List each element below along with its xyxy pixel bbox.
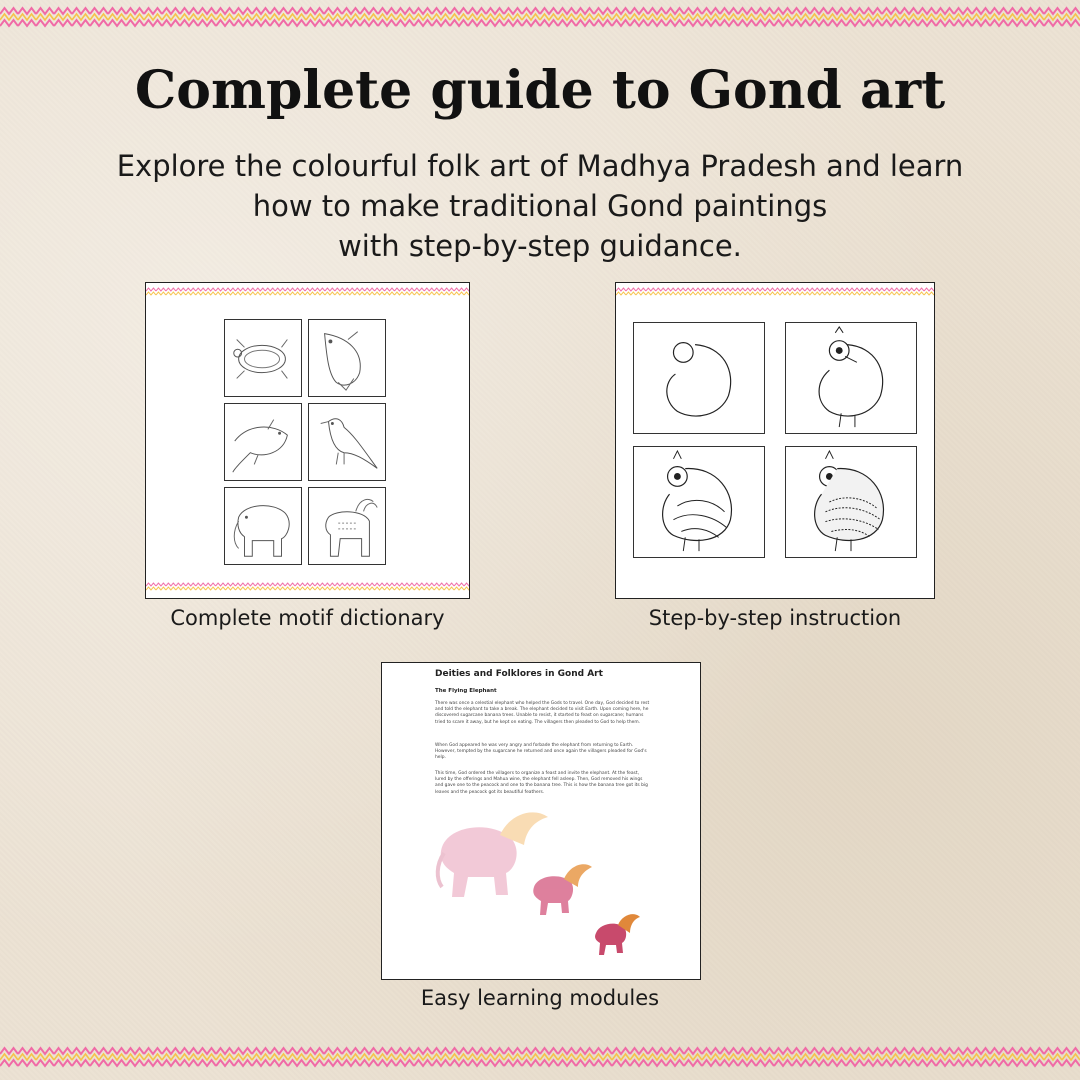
goat-motif: [308, 487, 386, 565]
decorative-border-top: [0, 4, 1080, 34]
step-by-step-caption: Step-by-step instruction: [648, 606, 902, 630]
elephant-motif: [224, 487, 302, 565]
peacock-step-1: [633, 322, 765, 434]
page-subtitle: [40, 146, 1040, 266]
module-paragraph-3: This time, God ordered the villagers to organize a feast and invite the elephant. At the feast, lured by the offerings and Mahua wine, the elephant fell asleep. Then, God removed his wings and gave one to the peacock and one to the banana tree. This is how the banana tree got its big leaves and the peacock got its beautiful feathers.: [435, 771, 648, 795]
card-border-top: [146, 286, 469, 300]
turtle-motif: [224, 319, 302, 397]
subtitle-line-2: how to make traditional Gond paintings: [252, 189, 828, 223]
fish-motif: [308, 319, 386, 397]
dolphin-motif: [224, 403, 302, 481]
step-by-step-card: [615, 282, 935, 599]
module-paragraph-1: There was once a celestial elephant who helped the Gods to travel. One day, God decided to rest and told the elephant to take a break. The elephant decided to visit Earth. Upon coming here, he discovered sugarcane banana trees. Unable to resist, it started to feast on sugarcane; humans tried to scare it away, but he kept on eating. The villagers then pleaded to God to help them.: [435, 701, 650, 725]
page-title: Complete guide to Gond art: [134, 60, 946, 121]
module-doc-subtitle: The Flying Elephant: [435, 688, 497, 694]
card-border-top: [616, 286, 934, 300]
card-border-bottom: [146, 581, 469, 595]
decorative-border-bottom: [0, 1044, 1080, 1074]
subtitle-line-1: Explore the colourful folk art of Madhya Pradesh and learn: [116, 149, 964, 183]
motif-dictionary-card: [145, 282, 470, 599]
module-doc-title: Deities and Folklores in Gond Art: [435, 669, 603, 679]
module-paragraph-2: When God appeared he was very angry and forbade the elephant from returning to Earth. However, tempted by the sugarcane he returned and once again the villagers pleaded for God's help.: [435, 743, 647, 761]
flying-elephants-illustration: [430, 807, 650, 975]
peacock-step-3: [633, 446, 765, 558]
subtitle-line-3: with step-by-step guidance.: [338, 229, 742, 263]
learning-module-card: [381, 662, 701, 980]
peacock-step-4: [785, 446, 917, 558]
peacock-step-2: [785, 322, 917, 434]
learning-module-caption: Easy learning modules: [420, 986, 660, 1010]
bird-motif: [308, 403, 386, 481]
motif-dictionary-caption: Complete motif dictionary: [170, 606, 445, 630]
